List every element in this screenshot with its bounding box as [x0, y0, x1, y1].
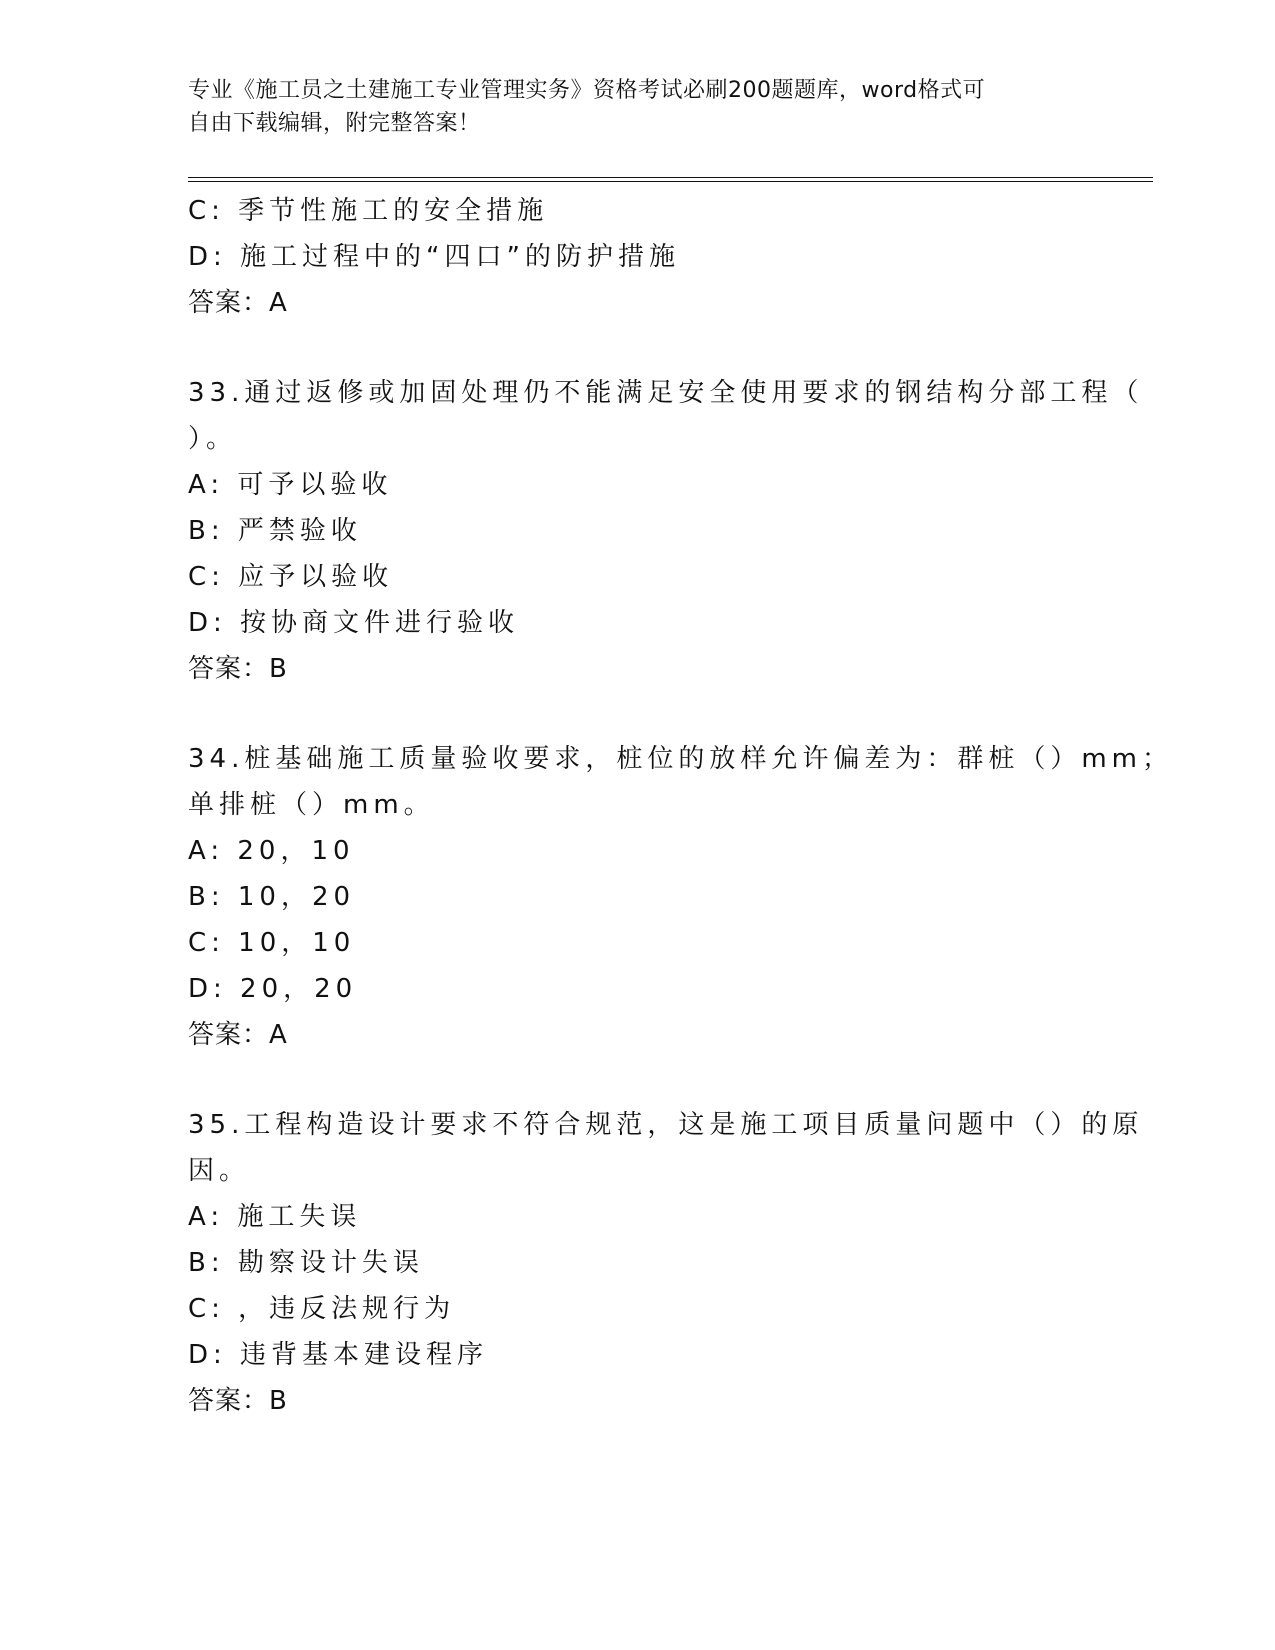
header-line-1: 专业《施工员之土建施工专业管理实务》资格考试必刷200题题库，word格式可 [188, 78, 986, 103]
question-text-line-2: ）。 [188, 424, 238, 454]
answer: 答案：A [188, 288, 288, 318]
option-c: C: 应予以验收 [188, 562, 394, 592]
option-d: D: 施工过程中的“四口”的防护措施 [188, 242, 680, 272]
question-text-line-1: 34.桩基础施工质量验收要求，桩位的放样允许偏差为：群桩（）mm； [188, 744, 1174, 774]
option-d: D: 20，20 [188, 974, 358, 1004]
document-header [188, 74, 1078, 140]
option-d: D: 违背基本建设程序 [188, 1340, 489, 1370]
option-d: D: 按协商文件进行验收 [188, 608, 520, 638]
question-text-line-1: 35.工程构造设计要求不符合规范，这是施工项目质量问题中（）的原 [188, 1110, 1144, 1140]
header-divider-top [188, 177, 1153, 178]
question-block-35 [188, 1102, 1144, 1424]
option-c: C: ，违反法规行为 [188, 1294, 456, 1324]
option-c: C: 10，10 [188, 928, 356, 958]
spacer [188, 326, 1088, 370]
option-a: A: 20，10 [188, 836, 355, 866]
option-a: A: 施工失误 [188, 1202, 362, 1232]
answer: 答案：A [188, 1020, 288, 1050]
option-b: B: 10，20 [188, 882, 356, 912]
spacer [188, 692, 1088, 736]
answer: 答案：B [188, 654, 288, 684]
question-block-continued [188, 188, 1088, 326]
question-text-line-2: 单排桩（）mm。 [188, 790, 435, 820]
question-block-33 [188, 370, 1144, 692]
question-list [188, 188, 1174, 1424]
option-a: A: 可予以验收 [188, 470, 393, 500]
header-divider-bottom [188, 181, 1153, 182]
option-b: B: 严禁验收 [188, 516, 362, 546]
option-c: C: 季节性施工的安全措施 [188, 196, 549, 226]
question-text-line-1: 33.通过返修或加固处理仍不能满足安全使用要求的钢结构分部工程（ [188, 378, 1144, 408]
option-b: B: 勘察设计失误 [188, 1248, 424, 1278]
answer: 答案：B [188, 1386, 288, 1416]
question-text-line-2: 因。 [188, 1156, 251, 1186]
question-block-34 [188, 736, 1174, 1058]
spacer [188, 1058, 1088, 1102]
header-line-2: 自由下载编辑，附完整答案！ [188, 111, 481, 136]
